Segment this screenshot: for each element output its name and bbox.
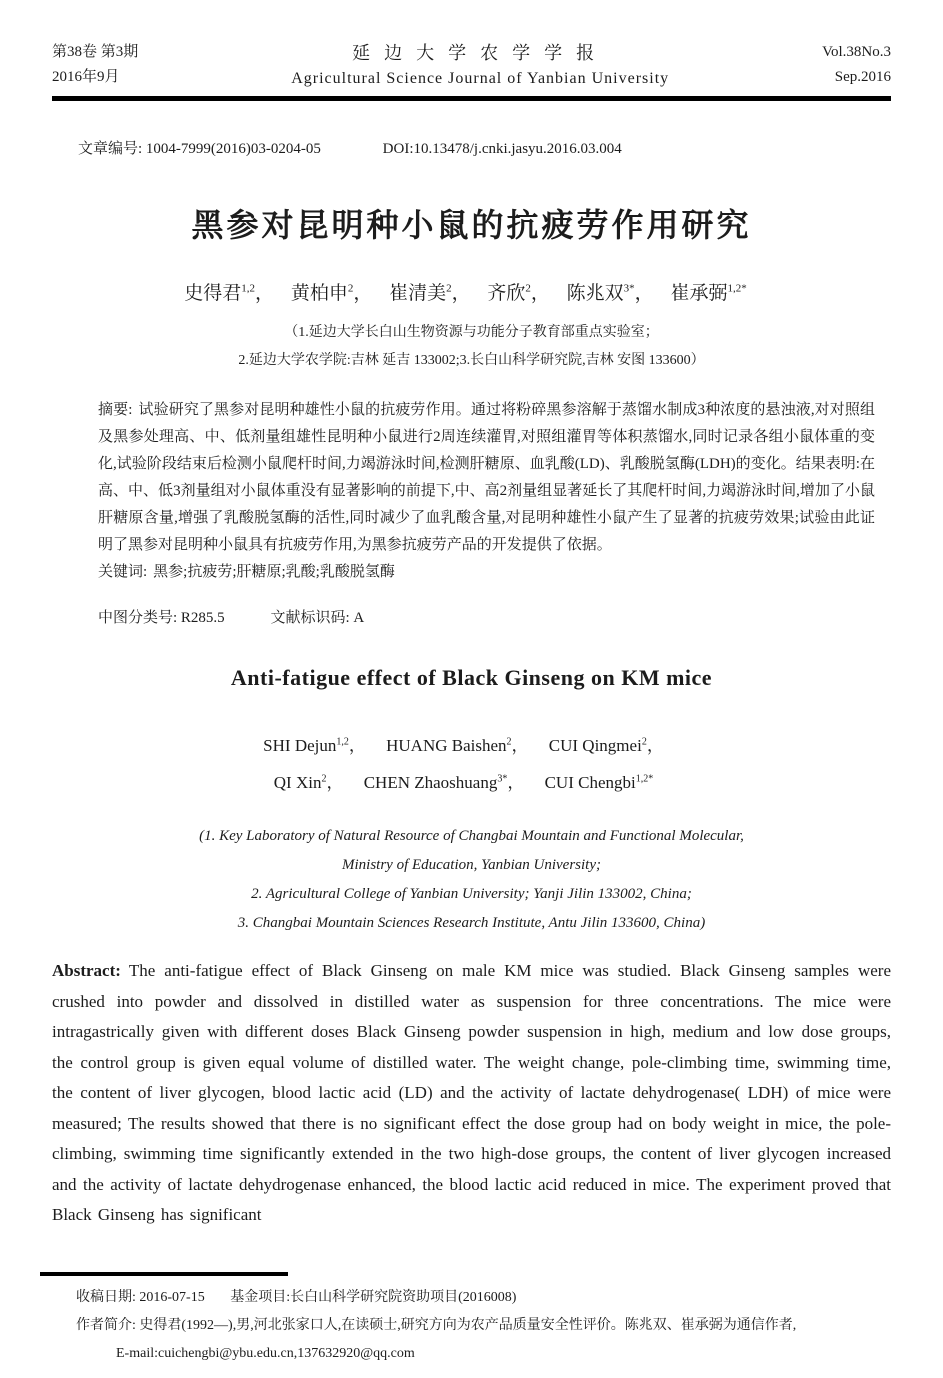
abstract-cn-paragraph (98, 397, 875, 559)
clc-value: R285.5 (180, 610, 225, 626)
article-number-value: 1004-7999(2016)03-0204-05 (145, 141, 321, 157)
footnote-email: E-mail:cuichengbi@ybu.edu.cn,137632920@qq.com (116, 1346, 415, 1361)
author-superscript: 2 (446, 282, 452, 295)
authors-en (52, 725, 891, 800)
author-name: CUI Qingmei (548, 735, 642, 755)
clc-label: 中图分类号: (98, 610, 181, 626)
author-superscript: 1,2 (336, 736, 349, 747)
author-en (549, 736, 680, 755)
author-en (386, 736, 544, 755)
author-cn (567, 283, 666, 304)
author-en (274, 773, 360, 792)
volume-issue-en: Vol.38No.3 (822, 44, 891, 60)
author-cn (291, 283, 385, 304)
keywords-cn-label: 关键词: (98, 564, 148, 580)
footnote-received-fund (52, 1284, 891, 1312)
received-date: 2016-07-15 (139, 1290, 205, 1305)
author-name: SHI Dejun (263, 735, 337, 755)
affiliations-cn (52, 319, 891, 375)
author-superscript: 1,2 (241, 282, 256, 295)
abstract-en-label: Abstract: (52, 961, 121, 981)
author-name: CUI Chengbi (544, 773, 636, 793)
authors-en-line1 (52, 725, 891, 763)
fund-value: 长白山科学研究院资助项目(2016008) (290, 1290, 517, 1305)
masthead-center (138, 40, 822, 91)
author-en (364, 773, 541, 792)
author-name: QI Xin (273, 773, 322, 793)
date-cn: 2016年9月 (52, 69, 120, 85)
fund-label: 基金项目: (230, 1290, 291, 1305)
author-name: 崔承弼 (670, 283, 728, 304)
author-name: 史得君 (184, 283, 242, 304)
authors-en-line2 (52, 763, 891, 801)
affiliation-line: 3. Changbai Mountain Sciences Research Institute, Antu Jilin 133600, China) (237, 915, 706, 932)
bio-text: 史得君(1992—),男,河北张家口人,在读硕士,研究方向为农产品质量安全性评价。陈兆双、崔承弼为通信作者, (139, 1318, 797, 1333)
author-superscript: 3* (623, 282, 635, 295)
author-separator: ， (348, 735, 366, 755)
author-en (263, 736, 382, 755)
masthead-right (822, 40, 891, 90)
affiliation-line: 2.延边大学农学院:吉林 延吉 133002;3.长白山科学研究院,吉林 安图 133600） (238, 353, 705, 368)
author-separator: ， (353, 283, 373, 304)
volume-issue-cn: 第38卷 第3期 (52, 44, 139, 60)
date-en: Sep.2016 (834, 69, 891, 85)
footnote (52, 1272, 891, 1368)
doi: DOI:10.13478/j.cnki.jasyu.2016.03.004 (382, 141, 622, 157)
abstract-cn-label: 摘要: (98, 402, 133, 418)
abstract-en-text: The anti-fatigue effect of Black Ginseng on male KM mice was studied. Black Ginseng samples were crushed into powder and dissolved in distilled water as suspension for three concentrations. The mice were intragastrically given with different doses Black Ginseng powder suspension in high, medium and low dose groups, the control group is given equal volume of distilled water. The weight change, pole-climbing time, swimming time, the content of liver glycogen, blood lactic acid (LD) and the activity of lactate dehydrogenase( LDH) of mice were measured; The results showed that there is no significant effect the dose group had on body weight in mice, the pole-climbing, swimming time significantly extended in the two high-dose groups, the content of liver glycogen increased and the activity of lactate dehydrogenase enhanced, the blood lactic acid reduced in mice. The experiment proved that Black Ginseng has significant (52, 961, 891, 1225)
affiliation-line: （1.延边大学长白山生物资源与功能分子教育部重点实验室； (284, 325, 659, 340)
author-separator: ， (255, 283, 275, 304)
authors-cn (52, 278, 891, 305)
affiliation-line: (1. Key Laboratory of Natural Resource of Changbai Mountain and Functional Molecular, (199, 828, 744, 845)
author-separator: ， (507, 773, 525, 793)
author-superscript: 2 (506, 736, 512, 747)
author-en (545, 773, 670, 792)
author-superscript: 2 (641, 736, 647, 747)
abstract-cn (98, 397, 875, 586)
abstract-cn-text: 试验研究了黑参对昆明种雄性小鼠的抗疲劳作用。通过将粉碎黑参溶解于蒸馏水制成3种浓度的悬浊液,对对照组及黑参处理高、中、低剂量组雄性昆明种小鼠进行2周连续灌胃,对照组灌胃等体积蒸馏水,同时记录各组小鼠体重的变化,试验阶段结束后检测小鼠爬杆时间,力竭游泳时间,检测肝糖原、血乳酸(LD)、乳酸脱氢酶(LDH)的变化。结果表明:在高、中、低3剂量组对小鼠体重没有显著影响的前提下,中、高2剂量组显著延长了其爬杆时间,力竭游泳时间,增加了小鼠肝糖原含量,增强了乳酸脱氢酶的活性,同时减少了血乳酸含量,对昆明种雄性小鼠产生了显著的抗疲劳效果;试验由此证明了黑参对昆明种小鼠具有抗疲劳作用,为黑参抗疲劳产品的开发提供了依据。 (98, 402, 875, 553)
abstract-en (52, 956, 891, 1231)
affiliation-line: Ministry of Education, Yanbian University; (341, 857, 601, 874)
article-meta-row (52, 137, 891, 158)
affiliation-line: 2. Agricultural College of Yanbian University; Yanji Jilin 133002, China; (251, 886, 692, 903)
author-superscript: 2 (321, 773, 327, 785)
doc-code-label: 文献标识码: (270, 610, 354, 626)
affiliations-en (52, 822, 891, 938)
author-cn (184, 283, 286, 304)
article-title-en: Anti-fatigue effect of Black Ginseng on KM mice (230, 665, 713, 690)
author-name: 黄柏申 (290, 283, 348, 304)
author-separator: ， (326, 773, 344, 793)
author-cn (389, 283, 483, 304)
author-cn (487, 283, 562, 304)
author-separator: ， (530, 283, 550, 304)
keywords-cn (98, 559, 875, 586)
author-superscript: 1,2* (727, 282, 747, 295)
author-separator: ， (511, 735, 529, 755)
keywords-cn-text: 黑参;抗疲劳;肝糖原;乳酸;乳酸脱氢酶 (153, 564, 395, 580)
author-name: CHEN Zhaoshuang (363, 773, 498, 793)
author-name: 崔清美 (389, 283, 447, 304)
author-separator: ， (634, 283, 654, 304)
author-superscript: 2 (347, 282, 354, 295)
bio-label: 作者简介: (76, 1318, 140, 1333)
masthead-left (52, 40, 138, 90)
author-superscript: 2 (525, 282, 531, 295)
author-name: 陈兆双 (566, 283, 624, 304)
article-number (78, 141, 321, 157)
article-title-cn: 黑参对昆明种小鼠的抗疲劳作用研究 (191, 207, 752, 243)
masthead-divider (52, 96, 891, 101)
author-separator: ， (646, 735, 664, 755)
author-name: HUANG Baishen (386, 735, 507, 755)
author-superscript: 3* (497, 773, 508, 785)
author-name: 齐欣 (487, 283, 526, 304)
footnote-divider (40, 1272, 288, 1276)
received-label: 收稿日期: (76, 1290, 140, 1305)
journal-title-en: Agricultural Science Journal of Yanbian University (291, 70, 670, 87)
journal-title-cn: 延边大学农学学报 (352, 43, 609, 63)
author-separator: ， (451, 283, 471, 304)
masthead (52, 40, 891, 91)
author-superscript: 1,2* (635, 773, 654, 785)
doc-code-value: A (353, 610, 365, 626)
footnote-author-bio (52, 1312, 891, 1340)
author-cn (670, 283, 758, 304)
article-number-label: 文章编号: (78, 141, 146, 157)
clc-row (98, 606, 875, 627)
